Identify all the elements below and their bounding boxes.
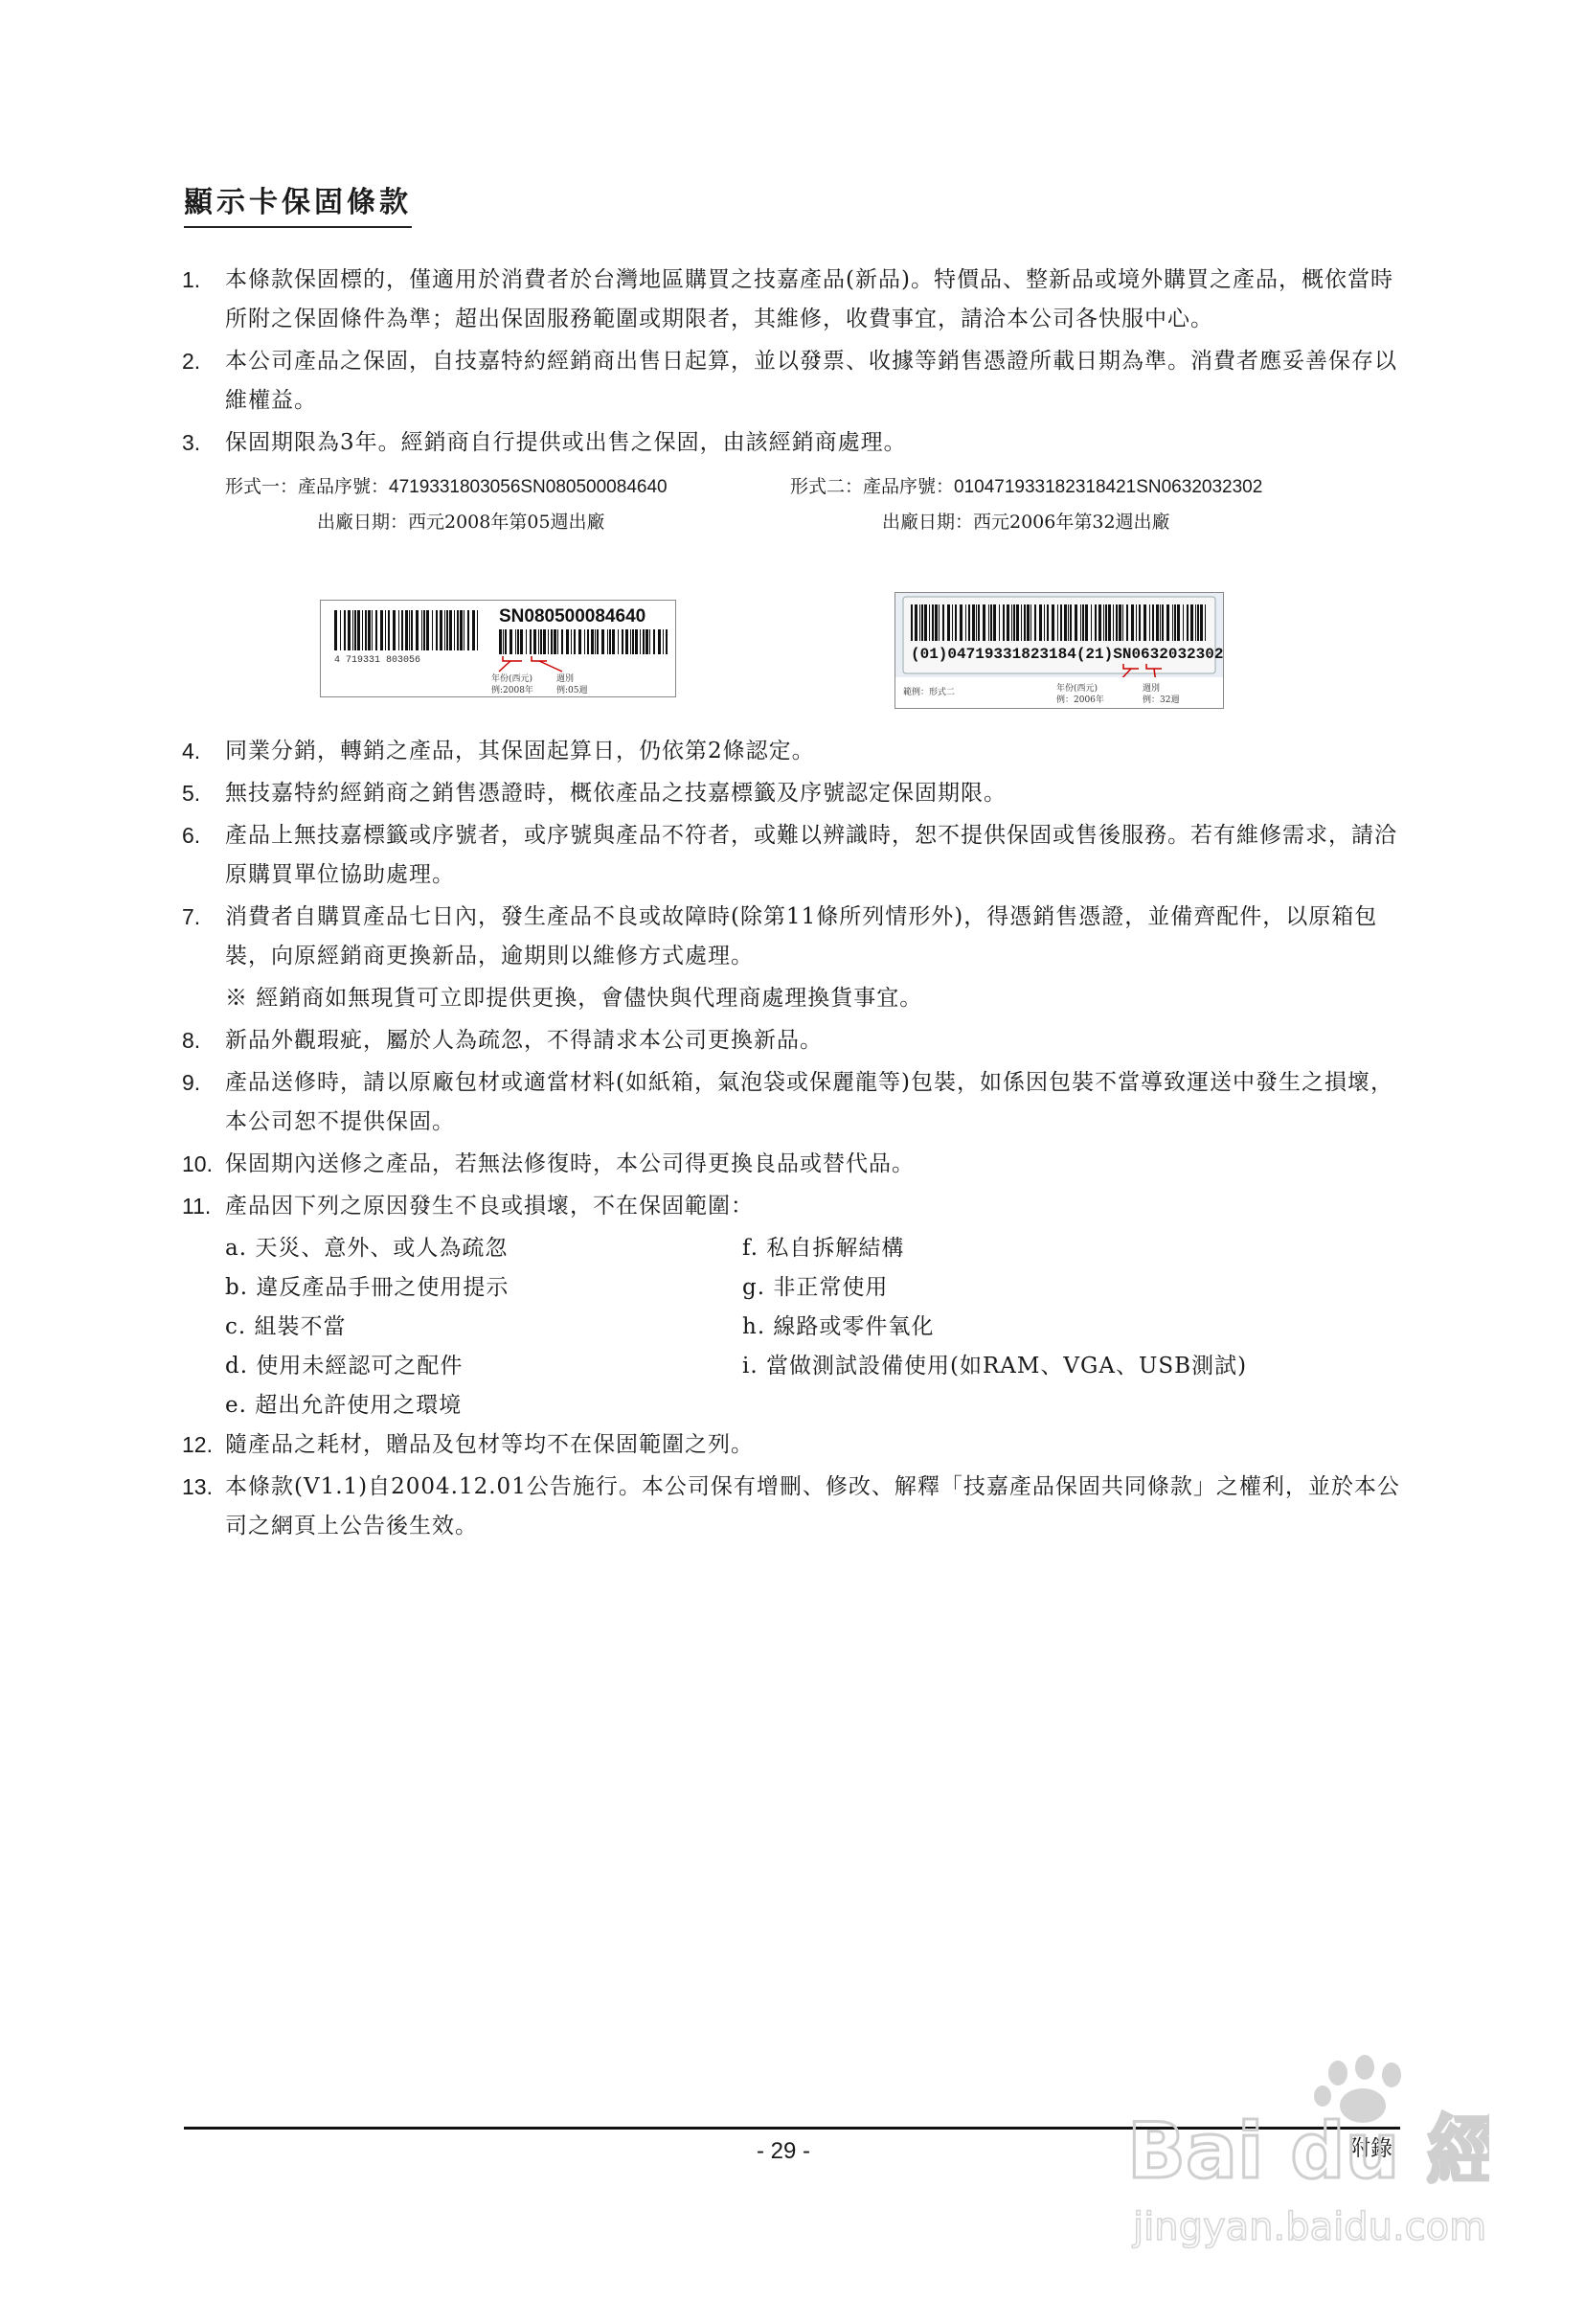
item-7-note: ※ 經銷商如無現貨可立即提供更換，會儘快與代理商處理換貨事宜。 <box>225 986 923 1011</box>
list-item: 6. 產品上無技嘉標籤或序號者，或序號與產品不符者，或難以辨識時，恕不提供保固或售後服務。若有維修需求，請洽原購買單位協助處理。 <box>182 823 1397 887</box>
sublist-item: i. 當做測試設備使用(如RAM、VGA、USB測試) <box>742 1354 1248 1378</box>
list-item: 4. 同業分銷，轉銷之產品，其保固起算日，仍依第2條認定。 <box>182 739 815 763</box>
list-item: 11. 產品因下列之原因發生不良或損壞，不在保固範圍： <box>182 1194 754 1219</box>
list-item: 10. 保固期內送修之產品，若無法修復時，本公司得更換良品或替代品。 <box>182 1151 915 1176</box>
svg-text:例：2006年: 例：2006年 <box>1056 695 1104 705</box>
watermark-graphic <box>1125 2048 1489 2268</box>
sublist-item: b. 違反產品手冊之使用提示 <box>225 1275 509 1300</box>
svg-text:週別: 週別 <box>1143 684 1161 694</box>
sublist-item: e. 超出允許使用之環境 <box>225 1393 463 1418</box>
sublist-item <box>742 1386 1259 1425</box>
barcode-2-code: (01)04719331823184(21)SN0632032302 <box>911 646 1223 663</box>
svg-text:例：32週: 例：32週 <box>1143 695 1180 705</box>
barcode-1-digits: 4 719331 803056 <box>334 655 421 666</box>
exclusion-sublist <box>182 1229 1408 1425</box>
barcode-1-graphic <box>321 601 675 696</box>
warranty-terms-list <box>182 261 1408 1549</box>
section-label: 附錄 <box>1348 2136 1393 2161</box>
barcode-1-sn: SN080500084640 <box>499 606 646 627</box>
list-item: 3. 保固期限為3年。經銷商自行提供或出售之保固，由該經銷商處理。 <box>182 430 907 455</box>
sublist-item: a. 天災、意外、或人為疏忽 <box>225 1236 509 1261</box>
sublist-item: f. 私自拆解結構 <box>742 1236 905 1261</box>
barcode-label-1 <box>320 600 676 697</box>
list-item: 5. 無技嘉特約經銷商之銷售憑證時，概依產品之技嘉標籤及序號認定保固期限。 <box>182 781 1007 806</box>
watermark-url: jingyan.baidu.com <box>1133 2205 1487 2249</box>
list-item: 1. 本條款保固標的，僅適用於消費者於台灣地區購買之技嘉產品(新品)。特價品、整新品或境外購買之產品，概依當時所附之保固條件為準；超出保固服務範圍或期限者，其維修，收費事宜，請洽本公司各快服中心。 <box>182 267 1393 331</box>
svg-text:年份(西元): 年份(西元) <box>491 674 533 684</box>
page-number: - 29 - <box>757 2138 811 2164</box>
list-item: 2. 本公司產品之保固，自技嘉特約經銷商出售日起算，並以發票、收據等銷售憑證所載日期為準。消費者應妥善保存以維權益。 <box>182 349 1397 413</box>
svg-text:例:2008年: 例:2008年 <box>491 686 533 695</box>
page-title: 顯示卡保固條款 <box>184 178 412 228</box>
barcode-label-2 <box>894 592 1224 709</box>
sublist-item: h. 線路或零件氧化 <box>742 1314 935 1339</box>
list-item: 7. 消費者自購買產品七日內，發生產品不良或故障時(除第11條所列情形外)，得憑銷售憑證，並備齊配件，以原箱包裝，向原經銷商更換新品，逾期則以維修方式處理。 <box>182 904 1378 968</box>
serial-format-2: 形式二：產品序號：010471933182318421SN0632032302 出廠日期：西元2006年第32週出廠 <box>790 476 1263 533</box>
baidu-watermark <box>1125 2048 1489 2268</box>
sublist-item: g. 非正常使用 <box>742 1275 889 1300</box>
svg-text:範例：形式二: 範例：形式二 <box>903 688 956 697</box>
serial-formats <box>225 466 1408 590</box>
barcode-2-graphic <box>895 593 1223 708</box>
svg-text:例:05週: 例:05週 <box>556 686 588 695</box>
sublist-item: d. 使用未經認可之配件 <box>225 1354 464 1378</box>
sublist-item: c. 組裝不當 <box>225 1314 347 1339</box>
list-item: 12. 隨產品之耗材，贈品及包材等均不在保固範圍之列。 <box>182 1432 754 1457</box>
list-item: 13. 本條款(V1.1)自2004.12.01公告施行。本公司保有增刪、修改、解釋「技嘉產品保固共同條款」之權利，並於本公司之網頁上公告後生效。 <box>182 1474 1400 1538</box>
serial-format-1: 形式一：產品序號：4719331803056SN080500084640 出廠日期：西元2008年第05週出廠 <box>225 476 668 533</box>
watermark-brand: Bai du 經 <box>1127 2107 1489 2196</box>
barcode-examples <box>182 590 1408 732</box>
list-item: 9. 產品送修時，請以原廠包材或適當材料(如紙箱，氣泡袋或保麗龍等)包裝，如係因包裝不當導致運送中發生之損壞，本公司恕不提供保固。 <box>182 1070 1393 1134</box>
svg-text:週別: 週別 <box>556 674 575 684</box>
list-item: 8. 新品外觀瑕疵，屬於人為疏忽，不得請求本公司更換新品。 <box>182 1028 823 1053</box>
svg-text:年份(西元): 年份(西元) <box>1056 684 1098 694</box>
